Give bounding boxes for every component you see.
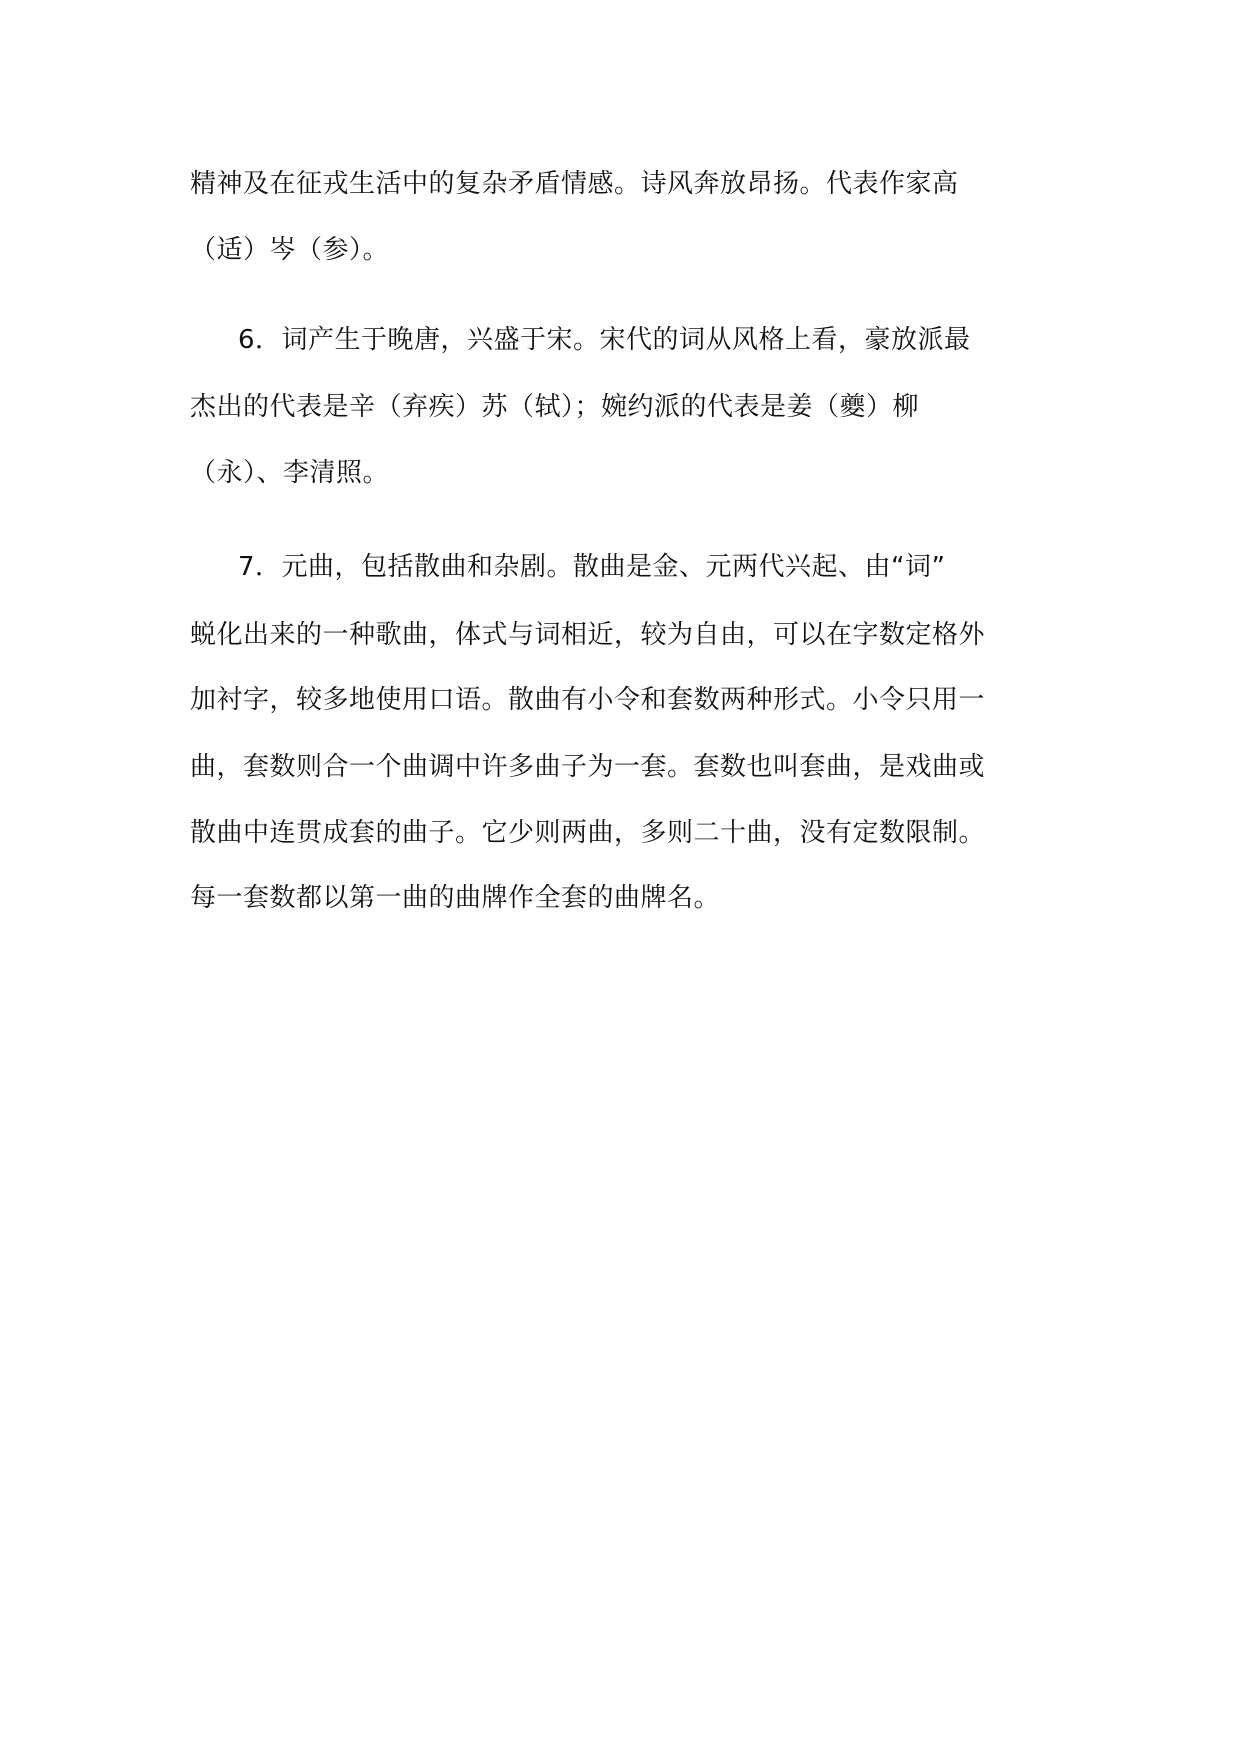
text-line: 每一套数都以第一曲的曲牌作全套的曲牌名。 xyxy=(190,883,721,913)
text-line: （适）岑（参）。 xyxy=(190,235,390,265)
text-line: 曲，套数则合一个曲调中许多曲子为一套。套数也叫套曲，是戏曲或 xyxy=(190,752,986,782)
text-line: 7．元曲，包括散曲和杂剧。散曲是金、元两代兴起、由“词” xyxy=(238,552,946,582)
text-line: 精神及在征戎生活中的复杂矛盾情感。诗风奔放昂扬。代表作家高 xyxy=(190,169,959,199)
text-line: 散曲中连贯成套的曲子。它少则两曲，多则二十曲，没有定数限制。 xyxy=(190,818,986,848)
text-line: 6．词产生于晚唐，兴盛于宋。宋代的词从风格上看，豪放派最 xyxy=(238,325,971,355)
text-line: 杰出的代表是辛（弃疾）苏（轼）；婉约派的代表是姜（夔）柳 xyxy=(190,392,920,422)
text-line: 加衬字，较多地使用口语。散曲有小令和套数两种形式。小令只用一 xyxy=(190,685,986,715)
text-line: （永）、李清照。 xyxy=(190,458,390,488)
text-line: 蜕化出来的一种歌曲，体式与词相近，较为自由，可以在字数定格外 xyxy=(190,620,986,650)
